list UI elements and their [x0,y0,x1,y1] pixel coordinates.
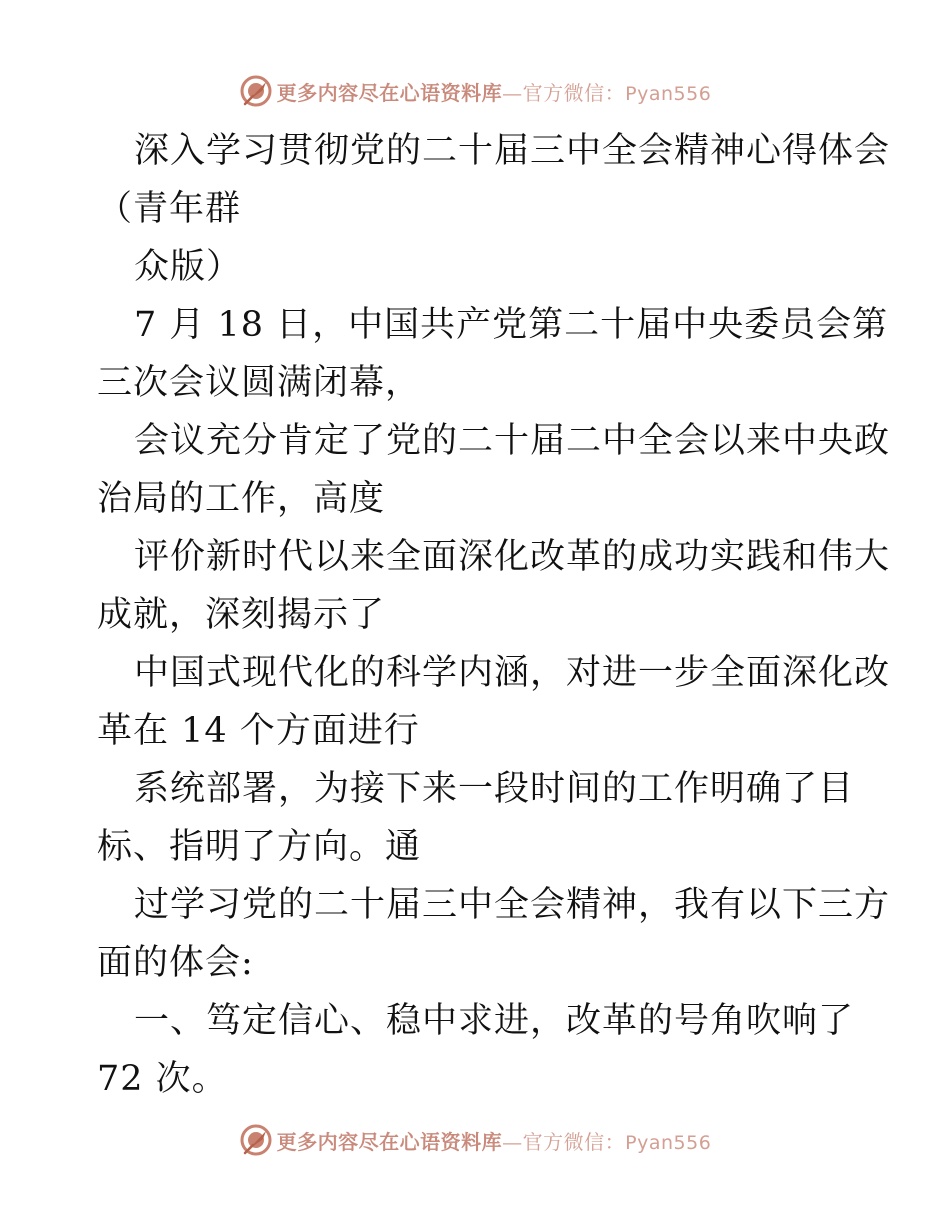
watermark-wechat-id: Pyan556 [625,1131,712,1154]
watermark-site: 更多内容尽在心语资料库 [276,1129,503,1154]
document-title-line-3: 众版） [134,247,243,287]
paragraph-line: 面的体会: [97,943,254,983]
document-title-line-1: 深入学习贯彻党的二十届三中全会精神心得体会 [134,131,891,171]
watermark-wechat-label: —官方微信： [502,80,626,105]
watermark-banner-top [0,71,950,111]
paragraph-line: 系统部署，为接下来一段时间的工作明确了目 [134,769,855,809]
section-heading-line: 一、笃定信心、稳中求进，改革的号角吹响了 [134,1001,855,1041]
paragraph-line: 革在 14 个方面进行 [97,711,420,751]
watermark-text [277,1126,712,1155]
paragraph-line: 成就，深刻揭示了 [97,595,386,635]
paragraph-line: 评价新时代以来全面深化改革的成功实践和伟大 [134,537,891,577]
paragraph-line: 会议充分肯定了党的二十届二中全会以来中央政 [134,421,891,461]
paragraph-line: 治局的工作，高度 [97,479,386,519]
watermark-wechat-label: —官方微信： [502,1129,626,1154]
paragraph-line: 7 月 18 日，中国共产党第二十届中央委员会第 [134,305,889,345]
watermark-wechat-id: Pyan556 [625,82,712,105]
document-title-line-2: （青年群 [97,189,242,229]
paragraph-line: 三次会议圆满闭幕， [97,363,422,403]
document-body [97,122,891,1108]
quill-seal-icon [239,74,273,108]
quill-seal-icon [239,1123,273,1157]
paragraph-line: 中国式现代化的科学内涵，对进一步全面深化改 [134,653,891,693]
watermark-banner-bottom [0,1120,950,1160]
watermark-site: 更多内容尽在心语资料库 [276,80,503,105]
section-heading-line: 72 次。 [97,1059,228,1099]
watermark-text [277,77,712,106]
paragraph-line: 过学习党的二十届三中全会精神，我有以下三方 [134,885,891,925]
paragraph-line: 标、指明了方向。通 [97,827,422,867]
